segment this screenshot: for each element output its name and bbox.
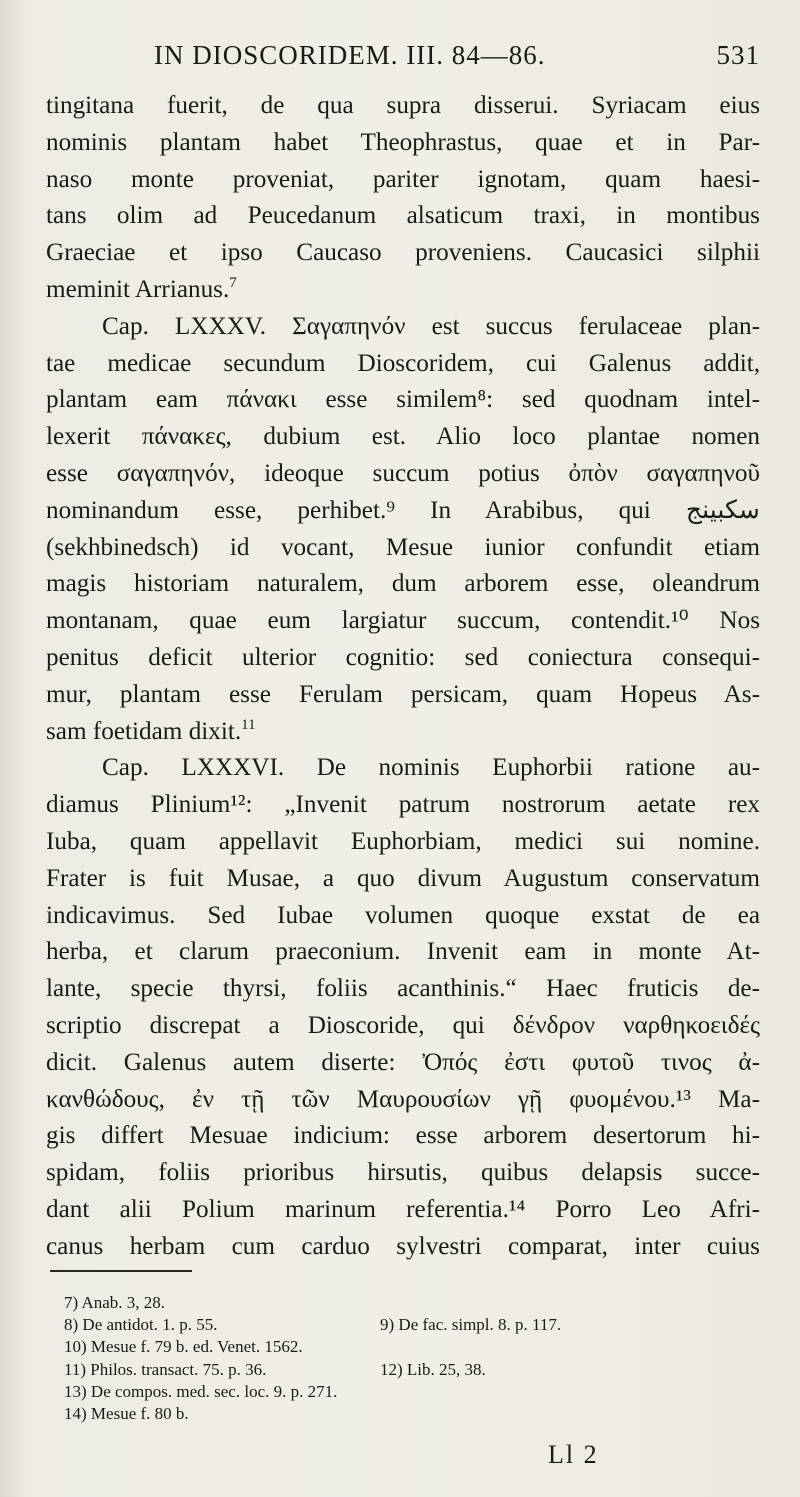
footnote: 12) Lib. 25, 38.: [380, 1359, 486, 1379]
text-line: [46, 787, 760, 824]
text-line-content: meminit Arrianus.: [46, 275, 230, 303]
text-line-content: (sekhbinedsch) id vocant, Mesue iunior confundit etiam: [46, 533, 760, 561]
text-line: [46, 198, 760, 235]
text-line: [46, 898, 760, 935]
text-line: [46, 861, 760, 898]
footnote: 13) De compos. med. sec. loc. 9. p. 271.: [64, 1381, 338, 1401]
running-title: IN DIOSCORIDEM. III. 84—86.: [154, 40, 546, 70]
text-line: [46, 493, 760, 530]
running-header: [46, 40, 760, 80]
footnote-row: [64, 1359, 754, 1381]
text-line: [46, 640, 760, 677]
text-line-content: nominandum esse, perhibet.⁹ In Arabibus, qui سكبينج: [46, 496, 760, 524]
text-line-content: naso monte proveniat, pariter ignotam, quam haesi-: [46, 165, 760, 193]
text-line-content: esse σαγαπηνόν, ideoque succum potius ὀπὸν σαγαπηνοῦ: [46, 459, 760, 487]
text-line-content: spidam, foliis prioribus hirsutis, quibus delapsis succe-: [46, 1159, 760, 1187]
text-line-content: Frater is fuit Musae, a quo divum Augustum conservatum: [46, 864, 760, 892]
text-line: [46, 1192, 760, 1229]
footnote: 10) Mesue f. 79 b. ed. Venet. 1562.: [64, 1337, 303, 1357]
text-line-content: Iuba, quam appellavit Euphorbiam, medici sui nomine.: [46, 827, 760, 855]
text-line: [46, 272, 760, 309]
text-line-content: nominis plantam habet Theophrastus, quae et in Par-: [46, 128, 760, 156]
text-line: [46, 971, 760, 1008]
footnote-row: [64, 1381, 754, 1403]
text-line-content: κανθώδους, ἐν τῇ τῶν Μαυρουσίων γῇ φυομένου.¹³ Ma-: [46, 1085, 760, 1113]
text-line: [46, 750, 760, 787]
text-line-content: herba, et clarum praeconium. Invenit eam in monte At-: [46, 938, 760, 966]
text-line: [46, 419, 760, 456]
text-line-content: sam foetidam dixit.: [46, 717, 242, 745]
footnote-marker: 11: [241, 716, 256, 733]
text-line-content: Graeciae et ipso Caucaso proveniens. Caucasici silphii: [46, 239, 760, 267]
text-line-content: magis historiam naturalem, dum arborem esse, oleandrum: [46, 570, 760, 598]
text-line: [46, 1118, 760, 1155]
text-line: [46, 382, 760, 419]
text-line: [46, 934, 760, 971]
text-line-content: lexerit πάνακες, dubium est. Alio loco plantae nomen: [46, 423, 760, 451]
text-line-content: mur, plantam esse Ferulam persicam, quam Hopeus As-: [46, 680, 760, 708]
text-line: [46, 162, 760, 199]
text-line-content: tingitana fuerit, de qua supra disserui. Syriacam eius: [46, 92, 760, 119]
text-line: [46, 456, 760, 493]
text-line-content: scriptio discrepat a Dioscoride, qui δένδρον ναρθηκοειδές: [46, 1011, 760, 1039]
text-line: [46, 1082, 760, 1119]
text-line-content: dant alii Polium marinum referentia.¹⁴ Porro Leo Afri-: [46, 1195, 760, 1223]
text-line: [46, 125, 760, 162]
text-line-content: penitus deficit ulterior cognitio: sed coniectura consequi-: [46, 643, 760, 671]
footnote: 9) De fac. simpl. 8. p. 117.: [380, 1315, 562, 1335]
text-line-content: tae medicae secundum Dioscoridem, cui Galenus addit,: [46, 349, 760, 377]
footnote: 8) De antidot. 1. p. 55.: [64, 1315, 218, 1335]
footnote: 7) Anab. 3, 28.: [64, 1293, 166, 1312]
text-line-content: diamus Plinium¹²: „Invenit patrum nostrorum aetate rex: [46, 791, 760, 819]
footnote-rule: [50, 1270, 192, 1272]
text-line-content: canus herbam cum carduo sylvestri comparat, inter cuius: [46, 1232, 760, 1260]
text-line: [46, 824, 760, 861]
footnote: 14) Mesue f. 80 b.: [64, 1403, 189, 1423]
text-line: [46, 346, 760, 383]
text-line: [46, 1045, 760, 1082]
text-line-content: indicavimus. Sed Iubae volumen quoque exstat de ea: [46, 901, 760, 929]
text-line: [46, 603, 760, 640]
text-line-content: plantam eam πάνακι esse similem⁸: sed quodnam intel-: [46, 386, 760, 414]
footnote-row: [64, 1403, 754, 1425]
text-line-content: tans olim ad Peucedanum alsaticum traxi, in montibus: [46, 202, 760, 230]
text-line-content: gis differt Mesuae indicium: esse arborem desertorum hi-: [46, 1122, 760, 1150]
text-line: [46, 235, 760, 272]
text-line: [46, 1229, 760, 1266]
footnote-row: [64, 1292, 754, 1314]
footnote-marker: 7: [229, 274, 237, 291]
footnote: 11) Philos. transact. 75. p. 36.: [64, 1359, 267, 1379]
text-line: [46, 714, 760, 751]
text-line: [46, 677, 760, 714]
text-line-content: dicit. Galenus autem diserte: Ὀπός ἐστι φυτοῦ τινος ἀ-: [46, 1048, 760, 1076]
text-line-content: Cap. LXXXVI. De nominis Euphorbii ratione au-: [102, 754, 760, 782]
text-line: [46, 309, 760, 346]
footnote-row: [64, 1314, 754, 1336]
text-line: [46, 566, 760, 603]
signature-mark: Ll 2: [548, 1440, 599, 1469]
footnotes: [64, 1292, 754, 1425]
text-line: [46, 1008, 760, 1045]
text-line: [46, 88, 760, 125]
main-text: [46, 88, 760, 1266]
footnote-row: [64, 1336, 754, 1358]
text-line: [46, 1155, 760, 1192]
text-line-content: Cap. LXXXV. Σαγαπηνόν est succus ferulaceae plan-: [102, 312, 760, 340]
text-line-content: montanam, quae eum largiatur succum, contendit.¹⁰ Nos: [46, 607, 760, 635]
text-line-content: lante, specie thyrsi, foliis acanthinis.“ Haec fruticis de-: [46, 975, 760, 1003]
text-line: [46, 530, 760, 567]
page-number: 531: [716, 40, 760, 70]
